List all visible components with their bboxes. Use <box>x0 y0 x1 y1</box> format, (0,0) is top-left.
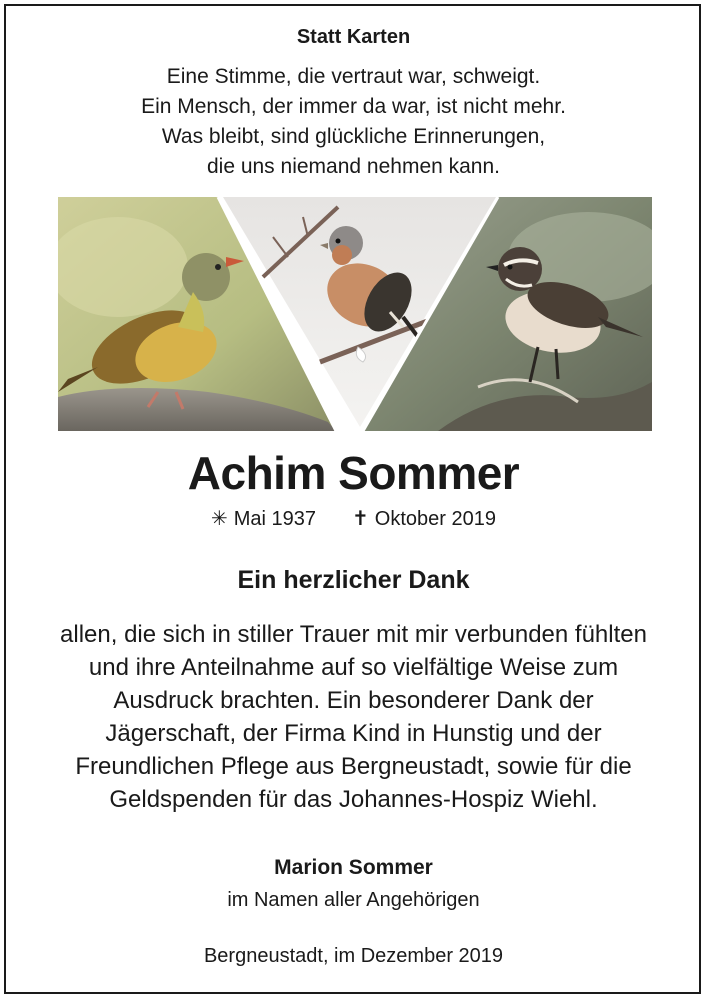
birth-date: Mai 1937 <box>233 508 317 530</box>
place-date: Bergneustadt, im Dezember 2019 <box>203 945 504 967</box>
deceased-name: Achim Sommer <box>187 447 520 499</box>
poem-line: Ein Mensch, der immer da war, ist nicht mehr. <box>141 95 566 118</box>
death-date: Oktober 2019 <box>374 508 496 530</box>
thanks-line: Geldspenden für das Johannes-Hospiz Wiehl. <box>109 786 598 813</box>
thanks-line: Ausdruck brachten. Ein besonderer Dank der <box>113 687 594 714</box>
poem <box>0 62 707 182</box>
thanks-title: Ein herzlicher Dank <box>237 566 470 594</box>
thanks-line: Jägerschaft, der Firma Kind in Hunstig und der <box>105 720 602 747</box>
death-cross-icon: ✝ <box>352 508 369 530</box>
thanks-text <box>0 618 707 816</box>
signature-subtitle: im Namen aller Angehörigen <box>227 889 480 911</box>
thanks-line: Freundlichen Pflege aus Bergneustadt, sowie für die <box>75 753 632 780</box>
poem-line: die uns niemand nehmen kann. <box>206 155 501 178</box>
thanks-line: und ihre Anteilnahme auf so vielfältige Weise zum <box>88 654 619 681</box>
poem-line: Was bleibt, sind glückliche Erinnerungen, <box>161 125 546 148</box>
poem-line: Eine Stimme, die vertraut war, schweigt. <box>166 65 541 88</box>
bird-photo-collage <box>58 197 652 431</box>
signature-name: Marion Sommer <box>274 856 433 879</box>
life-dates <box>0 506 707 531</box>
heading: Statt Karten <box>296 26 411 48</box>
thanks-line: allen, die sich in stiller Trauer mit mir verbunden fühlten <box>60 621 647 648</box>
birth-star-icon: ✳ <box>210 508 228 530</box>
